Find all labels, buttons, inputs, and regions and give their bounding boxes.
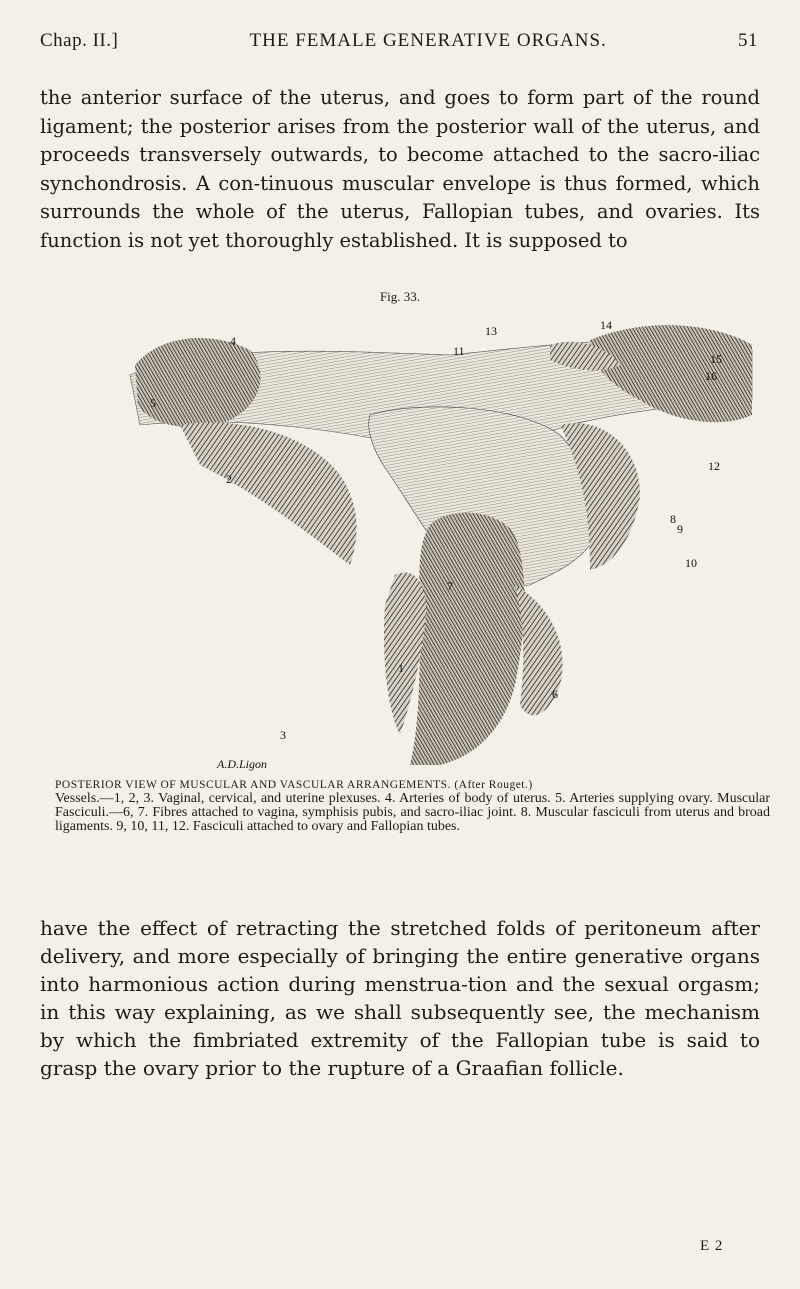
signature-mark: E 2 — [700, 1238, 724, 1254]
figure-number-3: 3 — [280, 728, 286, 742]
figure-number-13: 13 — [485, 324, 497, 338]
running-title: THE FEMALE GENERATIVE ORGANS. — [249, 30, 607, 51]
figure-number-9: 9 — [677, 522, 683, 536]
figure-number-4: 4 — [230, 334, 236, 348]
figure-caption — [55, 778, 770, 834]
caption-title: POSTERIOR VIEW OF MUSCULAR AND VASCULAR ARRANGEMENTS. (After Rouget.) — [55, 779, 533, 791]
figure-number-10: 10 — [685, 556, 697, 570]
chapter-label: Chap. II.] — [40, 30, 119, 51]
figure-number-6: 6 — [552, 687, 558, 701]
figure-number-16: 16 — [705, 369, 717, 383]
figure-number-11: 11 — [453, 344, 465, 358]
figure-number-1: 1 — [398, 661, 404, 675]
caption-body: Vessels.—1, 2, 3. Vaginal, cervical, and uterine plexuses. 4. Arteries of body of uterus. 5. Arteries supplying ovary. Muscular Fasciculi.—6, 7. Fibres attached to vagina, symphisis pubis, and sacro-iliac joint. 8. Muscular fasciculi from uterus and broad ligaments. 9, 10, 11, 12. Fasciculi attached to ovary and Fallopian tubes. — [55, 791, 770, 834]
figure-number-14: 14 — [600, 318, 612, 332]
body-paragraph-2: have the effect of retracting the stretched folds of peritoneum after delivery, and more especially of bringing the entire generative organs into harmonious action during menstrua-tion and the sexual orgasm; in this way explaining, as we shall subsequently see, the mechanism by which the fimbriated extremity of the Fallopian tube is said to grasp the ovary prior to the rupture of a Graafian follicle. — [40, 916, 760, 1080]
anatomical-illustration — [120, 305, 760, 775]
figure-number-8: 8 — [670, 512, 676, 526]
page-number: 51 — [737, 30, 758, 51]
figure-number-12: 12 — [708, 459, 720, 473]
running-header — [40, 30, 758, 52]
figure-number-2: 2 — [226, 472, 232, 486]
artist-signature: A.D.Ligon — [217, 757, 268, 771]
figure-number-15: 15 — [710, 352, 722, 366]
body-paragraph-1: the anterior surface of the uterus, and goes to form part of the round ligament; the posterior arises from the posterior wall of the uterus, and proceeds transversely outwards, to become attached to the sacro-iliac synchondrosis. A con-tinuous muscular envelope is thus formed, which surrounds the whole of the uterus, Fallopian tubes, and ovaries. Its function is not yet thoroughly established. It is supposed to — [40, 86, 760, 252]
figure-label: Fig. 33. — [379, 289, 421, 304]
figure-number-7: 7 — [447, 579, 453, 593]
figure-number-5: 5 — [150, 396, 156, 410]
